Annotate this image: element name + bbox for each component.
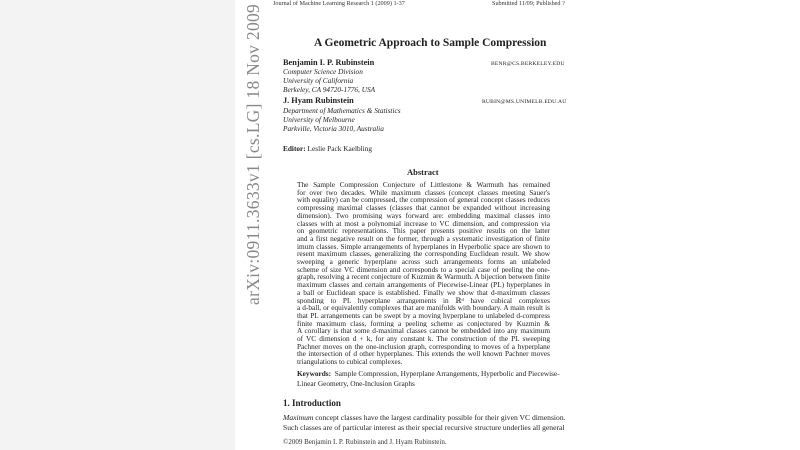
author-affiliation: Berkeley, CA 94720-1776, USA [283, 85, 376, 94]
section-heading: 1. Introduction [283, 398, 341, 408]
abstract-line: classes with at most a polynomial increase to VC dimension, and compression via [297, 219, 550, 228]
abstract-line: for over two decades. While maximum classes (concept classes meeting Sauer's [297, 188, 550, 197]
abstract-line: triangulations to cubical complexes. [297, 357, 403, 367]
author-name: J. Hyam Rubinstein [283, 96, 354, 105]
author-affiliation: Department of Mathematics & Statistics [283, 106, 401, 115]
abstract-line: imum classes. Simple arrangements of hyperplanes in Hyperbolic space are shown to [297, 242, 550, 251]
abstract-line: a d-ball, or equivalently complexes that are manifolds with boundary. A main result is [297, 304, 550, 312]
abstract-line: resent maximum classes, generalizing the corresponding Euclidean result. We show [297, 250, 550, 258]
author-affiliation: University of Melbourne [283, 115, 355, 124]
abstract-line: Pachner moves on the one-inclusion graph, corresponding to moves of a hyperplane [297, 342, 550, 351]
abstract-line: sweeping a generic hyperplane across such arrangements forms an unlabeled [297, 258, 550, 266]
author-email: BENR@CS.BERKELEY.EDU [491, 61, 565, 67]
author-affiliation: University of California [283, 76, 354, 85]
abstract-line: finite maximum class, forming a peeling scheme as conjectured by Kuzmin & [297, 319, 550, 328]
abstract-line: compressing maximal classes (classes that cannot be expanded without increasing [297, 204, 550, 212]
viewer-background [0, 0, 235, 450]
author-affiliation: Computer Science Division [283, 67, 363, 76]
abstract-line: on geometric representations. This paper presents positive results on the latter [297, 227, 550, 235]
editor-name: Leslie Pack Kaelbling [307, 144, 372, 153]
editor-line [283, 145, 372, 153]
keywords-text: Linear Geometry, One-Inclusion Graphs [297, 379, 415, 388]
abstract-line: dimension). Two promising ways forward are: embedding maximal classes into [297, 211, 550, 220]
intro-italic: Maximum [283, 413, 314, 422]
abstract-line: a ball or Euclidean space is established. Finally we show that d-maximum classes [297, 288, 550, 297]
abstract-line: of VC dimension d + k, for any constant k. The construction of the PL sweeping [297, 335, 550, 343]
abstract-line: with equality) can be compressed, the compression of general concept classes reduces [297, 196, 550, 204]
abstract-line: that PL arrangements can be swept by a moving hyperplane to unlabeled d-compress [297, 311, 550, 320]
document-page [235, 0, 800, 450]
intro-text-line: concept classes have the largest cardinality possible for their given VC dimension. [313, 413, 566, 422]
author-name: Benjamin I. P. Rubinstein [283, 58, 375, 67]
editor-label: Editor: [283, 144, 306, 153]
abstract-line: The Sample Compression Conjecture of Littlestone & Warmuth has remained [297, 181, 550, 189]
abstract-line: scheme of size VC dimension and corresponds to a special case of peeling the one- [297, 265, 550, 274]
abstract-line: A corollary is that some d-maximal classes cannot be embedded into any maximum [297, 327, 550, 335]
abstract-line: the intersection of d other hyperplanes. This extends the well known Pachner moves [297, 350, 550, 358]
abstract-heading: Abstract [407, 167, 439, 177]
abstract-line: and a first negative result on the former, through a systematic investigation of finite [297, 234, 550, 243]
author-email: RUBIN@MS.UNIMELB.EDU.AU [482, 99, 567, 105]
keywords-line [297, 370, 560, 378]
copyright-footer: ©2009 Benjamin I. P. Rubinstein and J. Hyam Rubinstein. [283, 438, 447, 446]
submission-header: Submitted 11/09; Published ? [492, 0, 565, 7]
journal-header: Journal of Machine Learning Research 1 (2009) 1-37 [273, 0, 405, 7]
abstract-line: maximum classes and certain arrangements of Piecewise-Linear (PL) hyperplanes in [297, 281, 550, 289]
abstract-line: sponding to PL hyperplane arrangements in ℝᵈ have cubical complexes [297, 296, 550, 305]
intro-text [283, 414, 566, 422]
paper-title: A Geometric Approach to Sample Compression [314, 37, 547, 49]
abstract-line: graph, resolving a recent conjecture of Kuzmin & Warmuth. A bijection between finite [297, 273, 550, 281]
author-affiliation: Parkville, Victoria 3010, Australia [283, 124, 384, 133]
arxiv-stamp: arXiv:0911.3633v1 [cs.LG] 18 Nov 2009 [243, 3, 263, 305]
intro-text-line: Such classes are of particular interest as their special recursive structure underlies all general [283, 423, 565, 432]
keywords-label: Keywords: [297, 369, 332, 378]
keywords-text: Sample Compression, Hyperplane Arrangements, Hyperbolic and Piecewise- [334, 369, 560, 378]
